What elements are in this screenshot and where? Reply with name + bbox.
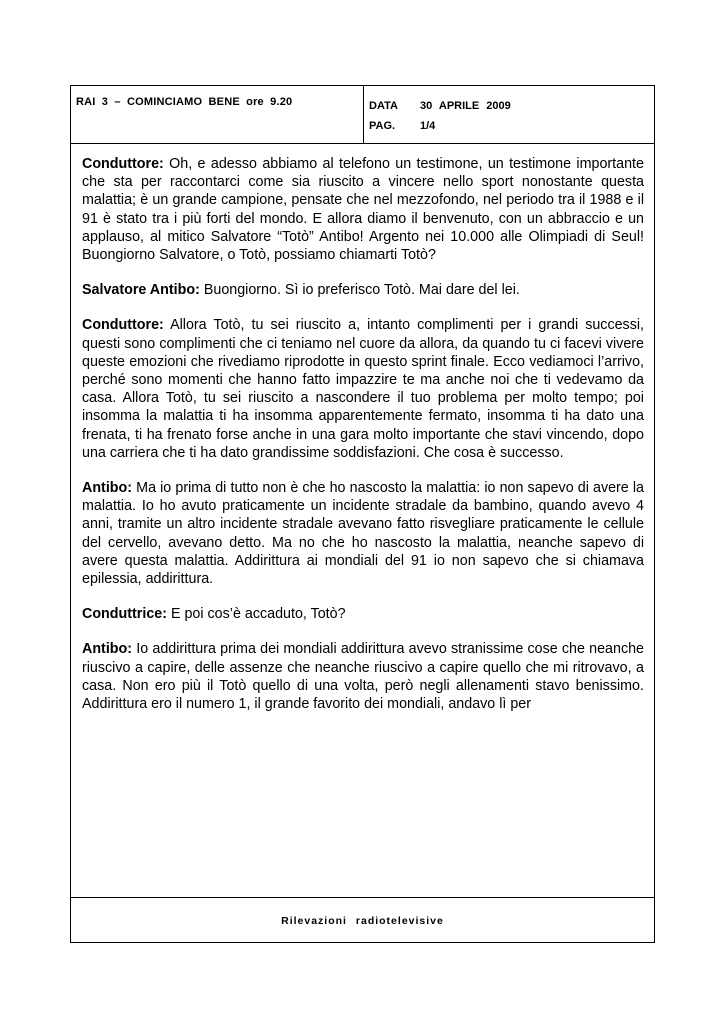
document-frame	[70, 85, 655, 943]
speech-text: Oh, e adesso abbiamo al telefono un testimone, un testimone importante che sta per raccontarci come sia riuscito a vincere nello sport nonostante questa malattia; è un grande campione, pensate che nel mezzofondo, nel periodo tra il 1988 e il 91 è stato tra i più forti del mondo. E allora diamo il benvenuto, con un abbraccio e un applauso, al mitico Salvatore “Totò” Antibo! Argento nei 10.000 alle Olimpiadi di Seul! Buongiorno Salvatore, o Totò, possiamo chiamarti Totò?	[82, 156, 644, 264]
date-row	[369, 96, 511, 116]
page-row	[369, 116, 511, 136]
transcript-paragraph	[82, 605, 644, 623]
speaker-name: Conduttore:	[82, 317, 164, 334]
speaker-name: Conduttrice:	[82, 606, 167, 623]
footer-label: Rilevazioni radiotelevisive	[281, 915, 444, 927]
transcript-paragraph	[82, 155, 644, 264]
speaker-name: Antibo:	[82, 480, 133, 497]
footer-divider	[71, 897, 654, 898]
page-label: PAG.	[369, 120, 396, 132]
transcript-paragraph	[82, 479, 644, 588]
program-title: RAI 3 – COMINCIAMO BENE ore 9.20	[71, 86, 364, 143]
speech-text: E poi cos’è accaduto, Totò?	[170, 606, 346, 623]
transcript-paragraph	[82, 316, 644, 462]
speech-text: Ma io prima di tutto non è che ho nascosto la malattia: io non sapevo di avere la malattia. Io ho avuto praticamente un incidente stradale da bambino, quando avevo 4 anni, tramite un altro incidente stradale avevano fatto risvegliare praticamente le cellule del cervello, avevano detto. Ma no che ho nascosto la malattia, neanche sapevo di avere questa malattia. Addirittura ai mondiali del 91 io non sapevo che si chiamava epilessia, addirittura.	[82, 480, 644, 588]
speaker-name: Antibo:	[82, 641, 133, 658]
page-number: 1/4	[420, 120, 436, 132]
speaker-name: Conduttore:	[82, 156, 164, 172]
date-page-block	[369, 96, 511, 136]
transcript-paragraph	[82, 281, 644, 299]
transcript-paragraph	[82, 640, 644, 713]
speech-text: Allora Totò, tu sei riuscito a, intanto complimenti per i grandi successi, questi sono complimenti che ci teniamo nel cuore da allora, da quando tu ci facevi vivere queste emozioni che rivediamo riprodotte in questo sprint finale. Ecco vediamoci l’arrivo, perché sono momenti che hanno fatto impazzire te ma anche noi che ti vedevamo da casa. Allora Totò, tu sei riuscito a nascondere il tuo problema per molto tempo; poi insomma la malattia ti ha insomma apparentemente fermato, insomma ti ha dato una frenata, ti ha frenato forse anche in una gara molto importante che stavi vincendo, dopo una carriera che ti ha dato grandissime soddisfazioni. Che cosa è successo.	[82, 317, 645, 461]
date-value: 30 APRILE 2009	[420, 100, 511, 112]
document-header	[71, 86, 654, 144]
speech-text: Buongiorno. Sì io preferisco Totò. Mai dare del lei.	[203, 282, 520, 299]
date-label: DATA	[369, 100, 398, 112]
speech-text: Io addirittura prima dei mondiali addirittura avevo stranissime cose che neanche riuscivo a capire, delle assenze che neanche riuscivo a capire quello che mi ritrovavo, a casa. Non ero più il Totò quello di una volta, però negli allenamenti stavo benissimo. Addirittura ero il numero 1, il grande favorito dei mondiali, andavo lì per	[82, 641, 644, 713]
speaker-name: Salvatore Antibo:	[82, 282, 200, 299]
transcript-body	[82, 155, 644, 730]
